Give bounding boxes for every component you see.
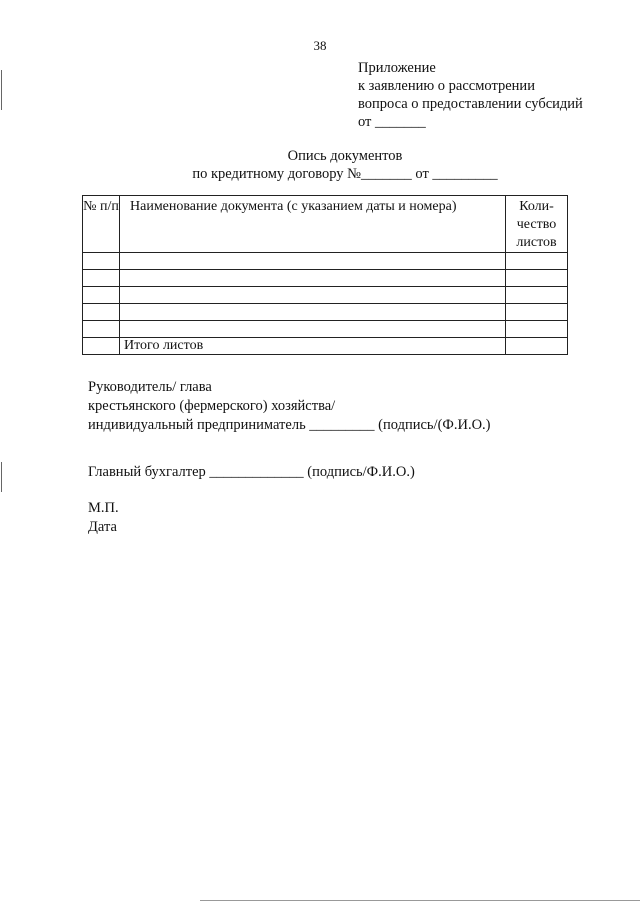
sheets-cell [506,253,568,270]
appendix-line-4: от _______ [358,114,426,130]
header-number: № п/п [83,196,120,253]
head-signature-block [88,378,491,435]
stamp-date: Дата [88,519,117,535]
number-cell [83,304,120,321]
head-line-2: крестьянского (фермерского) хозяйства/ [88,398,336,414]
document-title [0,147,640,183]
sheets-cell [506,304,568,321]
name-cell [120,253,506,270]
appendix-line-3: вопроса о предоставлении субсидий [358,96,583,112]
name-cell [120,304,506,321]
head-line-1: Руководитель/ глава [88,379,212,395]
name-cell [120,287,506,304]
table-row [83,321,568,338]
title-line-1: Опись документов [287,148,403,164]
table-row [83,270,568,287]
stamp-mp: М.П. [88,500,119,516]
number-cell [83,338,120,355]
number-cell [83,253,120,270]
total-row [83,338,568,355]
table-row [83,287,568,304]
appendix-block [358,59,583,131]
sheets-cell [506,321,568,338]
appendix-line-1: Приложение [358,60,436,76]
total-sheets-cell [506,338,568,355]
number-cell [83,270,120,287]
header-sheet-count: Коли-чество листов [506,196,568,253]
table-row [83,304,568,321]
sheets-cell [506,287,568,304]
name-cell [120,321,506,338]
name-cell [120,270,506,287]
page-number: 38 [313,38,327,53]
number-cell [83,287,120,304]
accountant-signature [88,463,415,482]
total-label: Итого листов [120,338,506,355]
sheets-cell [506,270,568,287]
header-document-name: Наименование документа (с указанием даты и номера) [120,196,506,253]
accountant-line: Главный бухгалтер _____________ (подпись/Ф.И.О.) [88,464,415,480]
scan-edge-mark [1,462,2,492]
scan-edge-mark [1,70,2,110]
head-line-3: индивидуальный предприниматель _________ (подпись/(Ф.И.О.) [88,417,491,433]
scan-bottom-edge [200,900,640,901]
appendix-line-2: к заявлению о рассмотрении [358,78,535,94]
title-line-2: по кредитному договору №_______ от _________ [192,166,498,182]
documents-table [82,195,568,355]
stamp-block [88,499,119,537]
number-cell [83,321,120,338]
table-row [83,253,568,270]
